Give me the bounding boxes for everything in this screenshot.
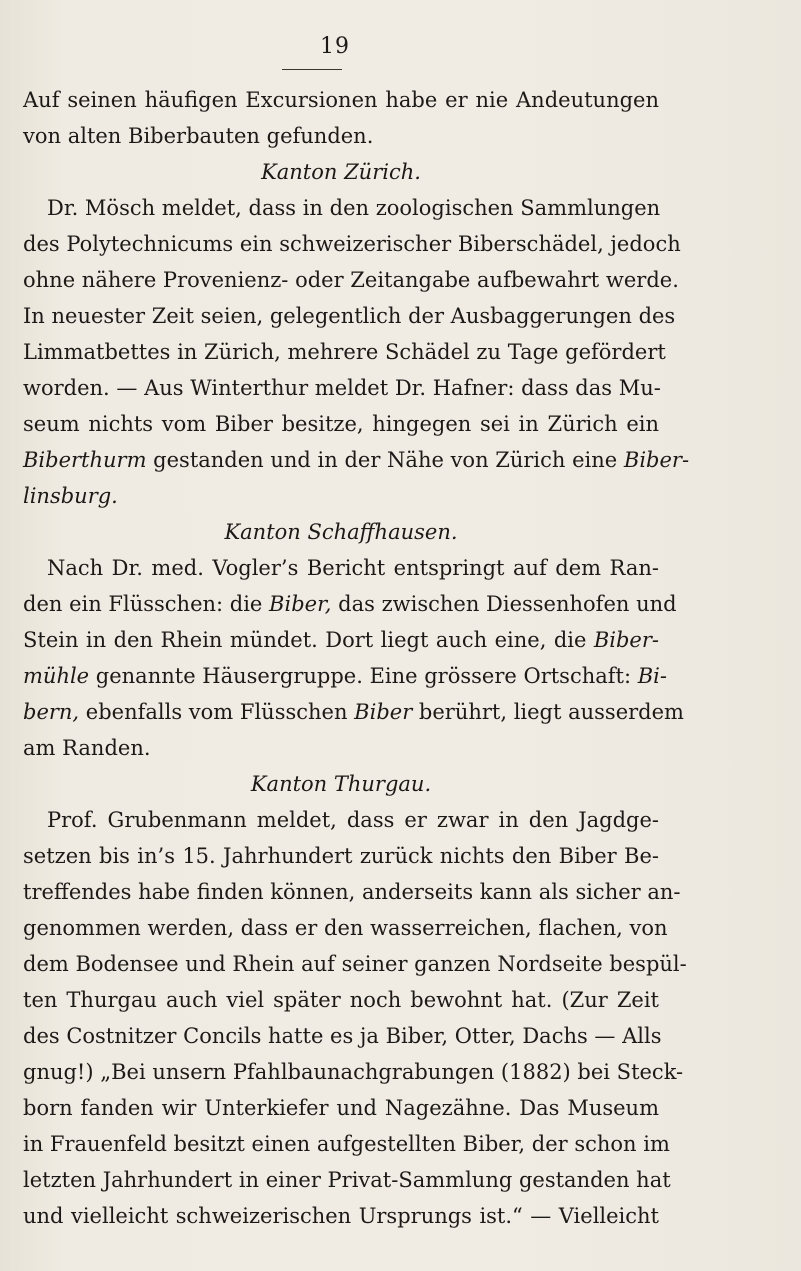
text-line: seum nichts vom Biber besitze, hingegen sei in Zürich ein bbox=[23, 412, 659, 436]
text-line: Prof. Grubenmann meldet, dass er zwar in den Jagdge- bbox=[47, 808, 659, 832]
text-line: gnug!) „Bei unsern Pfahlbaunachgrabungen (1882) bei Steck- bbox=[23, 1060, 684, 1084]
text-run: Stein in den Rhein mündet. Dort liegt auch eine, die bbox=[23, 628, 594, 652]
text-line bbox=[23, 586, 677, 622]
section-heading-zurich: Kanton Zürich. bbox=[261, 160, 421, 184]
italic-term: Biber- bbox=[623, 448, 690, 472]
text-run: den ein Flüsschen: die bbox=[23, 592, 270, 616]
text-run: das zwischen Diessenhofen und bbox=[331, 592, 677, 616]
text-run: ebenfalls vom Flüsschen bbox=[79, 700, 355, 724]
text-line: in Frauenfeld besitzt einen aufgestellten Biber, der schon im bbox=[23, 1132, 670, 1156]
text-line bbox=[23, 658, 667, 694]
text-run: gestanden und in der Nähe von Zürich eine bbox=[146, 448, 624, 472]
body-text bbox=[23, 82, 690, 1234]
text-line bbox=[23, 442, 690, 478]
text-line: Dr. Mösch meldet, dass in den zoologischen Sammlungen bbox=[47, 196, 661, 220]
text-run: berührt, liegt ausserdem bbox=[412, 700, 684, 724]
text-line: letzten Jahrhundert in einer Privat-Sammlung gestanden hat bbox=[23, 1168, 671, 1192]
text-line: setzen bis in’s 15. Jahrhundert zurück nichts den Biber Be- bbox=[23, 844, 659, 868]
section-heading-thurgau: Kanton Thurgau. bbox=[250, 772, 432, 796]
text-line: Limmatbettes in Zürich, mehrere Schädel zu Tage gefördert bbox=[23, 340, 666, 364]
text-line: born fanden wir Unterkiefer und Nagezähne. Das Museum bbox=[23, 1096, 659, 1120]
page-number: 19 bbox=[320, 34, 350, 59]
text-line: worden. — Aus Winterthur meldet Dr. Hafner: dass das Mu- bbox=[23, 376, 661, 400]
italic-term: Biber- bbox=[593, 628, 659, 652]
text-line: Auf seinen häufigen Excursionen habe er nie Andeutungen bbox=[23, 88, 659, 112]
text-line: des Polytechnicums ein schweizerischer Biberschädel, jedoch bbox=[23, 232, 681, 256]
italic-term: Bi- bbox=[637, 664, 667, 688]
text-run: genannte Häusergruppe. Eine grössere Ortschaft: bbox=[89, 664, 638, 688]
text-line: des Costnitzer Concils hatte es ja Biber, Otter, Dachs — Alls bbox=[23, 1024, 662, 1048]
text-line: genommen werden, dass er den wasserreichen, flachen, von bbox=[23, 916, 668, 940]
text-line: treffendes habe finden können, anderseits kann als sicher an- bbox=[23, 880, 681, 904]
section-heading-schaffhausen: Kanton Schaffhausen. bbox=[224, 520, 458, 544]
italic-term: bern, bbox=[23, 700, 80, 724]
italic-term: Biberthurm bbox=[23, 448, 147, 472]
italic-term: Biber, bbox=[269, 592, 332, 616]
text-line bbox=[23, 694, 684, 730]
italic-term: Biber bbox=[354, 700, 413, 724]
header-rule bbox=[282, 69, 342, 70]
italic-term: mühle bbox=[23, 664, 90, 688]
text-line: ten Thurgau auch viel später noch bewohnt hat. (Zur Zeit bbox=[23, 988, 659, 1012]
text-line: Nach Dr. med. Vogler’s Bericht entspringt auf dem Ran- bbox=[47, 556, 659, 580]
text-line: dem Bodensee und Rhein auf seiner ganzen Nordseite bespül- bbox=[23, 952, 687, 976]
text-line: am Randen. bbox=[23, 736, 151, 760]
text-line: ohne nähere Provenienz- oder Zeitangabe aufbewahrt werde. bbox=[23, 268, 679, 292]
text-line: von alten Biberbauten gefunden. bbox=[23, 124, 374, 148]
text-line bbox=[23, 622, 659, 658]
text-line: linsburg. bbox=[23, 484, 118, 508]
text-line: und vielleicht schweizerischen Ursprungs ist.“ — Vielleicht bbox=[23, 1204, 659, 1228]
text-line: In neuester Zeit seien, gelegentlich der Ausbaggerungen des bbox=[23, 304, 676, 328]
